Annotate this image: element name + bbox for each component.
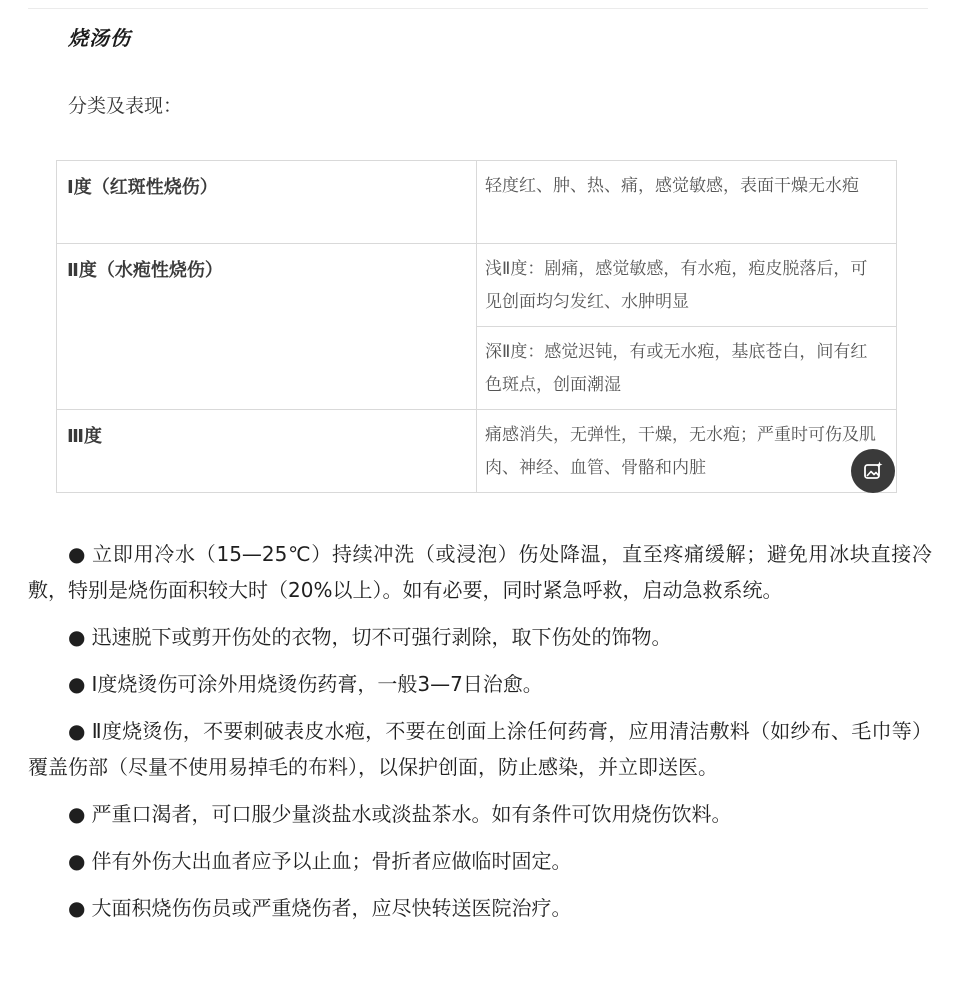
list-item [28, 843, 932, 879]
list-item-text: 伴有外伤大出血者应予以止血；骨折者应做临时固定。 [91, 849, 572, 873]
degree-3-description [477, 410, 897, 493]
list-item [28, 796, 932, 832]
table-row-degree-2-shallow [57, 244, 897, 327]
ai-image-edit-button[interactable] [851, 449, 895, 493]
degree-2-deep-description [477, 327, 897, 410]
list-item-text: 迅速脱下或剪开伤处的衣物，切不可强行剥除，取下伤处的饰物。 [91, 625, 672, 649]
section-title: 烧汤伤 [68, 26, 131, 50]
degree-2-label: Ⅱ度（水疱性烧伤） [57, 244, 477, 410]
list-item-text: Ⅰ度烧烫伤可涂外用烧烫伤药膏，一般3—7日治愈。 [91, 672, 543, 696]
list-item [28, 890, 932, 926]
list-item-text: Ⅱ度烧烫伤，不要刺破表皮水疱，不要在创面上涂任何药膏，应用清洁敷料（如纱布、毛巾等）覆盖伤部（尽量不使用易掉毛的布料），以保护创面，防止感染，并立即送医。 [28, 719, 933, 779]
degree-3-description-text: 痛感消失，无弹性，干燥，无水疱；严重时可伤及肌肉、神经、血管、骨骼和内脏 [485, 425, 876, 478]
degree-2-shallow-text: 浅Ⅱ度：剧痛，感觉敏感，有水疱，疱皮脱落后，可见创面均匀发红、水肿明显 [485, 259, 868, 312]
list-item [28, 713, 932, 785]
list-item-text: 立即用冷水（15—25℃）持续冲洗（或浸泡）伤处降温，直至疼痛缓解；避免用冰块直接冷敷，特别是烧伤面积较大时（20%以上）。如有必要，同时紧急呼救，启动急救系统。 [28, 542, 933, 602]
bullet-dot: ● [68, 849, 86, 873]
degree-2-deep-text: 深Ⅱ度：感觉迟钝，有或无水疱，基底苍白，间有红色斑点，创面潮湿 [485, 342, 868, 395]
list-item [28, 536, 932, 608]
degree-1-description-text: 轻度红、肿、热、痛，感觉敏感，表面干燥无水疱 [485, 176, 859, 196]
degree-2-shallow-description [477, 244, 897, 327]
degree-1-label: Ⅰ度（红斑性烧伤） [57, 161, 477, 244]
bullet-dot: ● [68, 672, 86, 696]
bullet-dot: ● [68, 719, 86, 743]
top-divider [28, 8, 928, 9]
ai-image-edit-icon [862, 460, 884, 482]
first-aid-list [28, 536, 932, 937]
list-item [28, 666, 932, 702]
table-row-degree-1 [57, 161, 897, 244]
list-item [28, 619, 932, 655]
list-item-text: 严重口渴者，可口服少量淡盐水或淡盐茶水。如有条件可饮用烧伤饮料。 [91, 802, 732, 826]
list-item-text: 大面积烧伤伤员或严重烧伤者，应尽快转送医院治疗。 [91, 896, 572, 920]
bullet-dot: ● [68, 625, 86, 649]
bullet-dot: ● [68, 542, 87, 566]
burn-classification-table [56, 160, 897, 493]
table-row-degree-3 [57, 410, 897, 493]
bullet-dot: ● [68, 802, 86, 826]
degree-3-label: Ⅲ度 [57, 410, 477, 493]
classification-heading: 分类及表现： [68, 95, 183, 117]
degree-1-description [477, 161, 897, 244]
bullet-dot: ● [68, 896, 86, 920]
